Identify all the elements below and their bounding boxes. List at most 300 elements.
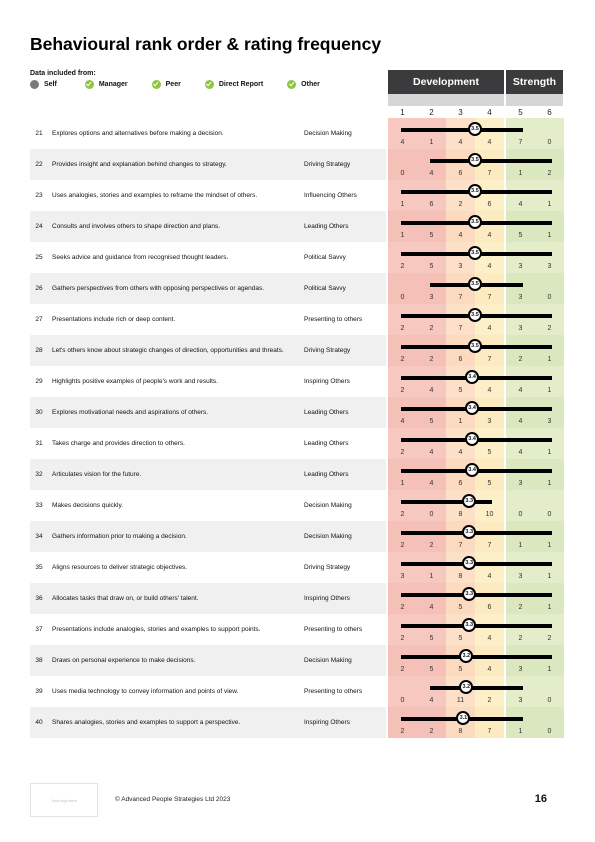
rating-count: 7 — [487, 728, 492, 735]
table-row — [30, 180, 563, 211]
rating-count: 4 — [487, 666, 492, 673]
table-row — [30, 521, 563, 552]
rating-count: 4 — [518, 418, 523, 425]
table-row — [30, 614, 563, 645]
rating-cell — [535, 583, 564, 614]
table-row — [30, 242, 563, 273]
rating-count: 2 — [429, 325, 434, 332]
behaviour-description: Articulates vision for the future. — [52, 470, 142, 478]
copyright: © Advanced People Strategies Ltd 2023 — [115, 796, 231, 803]
row-number: 35 — [35, 564, 43, 571]
rating-count: 5 — [458, 387, 463, 394]
rating-range-bar — [401, 500, 492, 504]
rating-grid — [388, 149, 563, 180]
rating-cell — [506, 149, 535, 180]
rating-count: 1 — [547, 480, 552, 487]
rating-count: 0 — [429, 511, 434, 518]
rating-cell — [417, 149, 446, 180]
rating-count: 0 — [547, 697, 552, 704]
behaviour-description: Explores options and alternatives before making a decision. — [52, 129, 224, 137]
rating-cell — [475, 707, 504, 738]
rating-count: 1 — [429, 139, 434, 146]
average-score-marker: 3.5 — [468, 122, 482, 136]
rating-cell — [417, 180, 446, 211]
rating-count: 3 — [400, 573, 405, 580]
rating-cell — [535, 149, 564, 180]
behaviour-description: Explores motivational needs and aspirations of others. — [52, 408, 209, 416]
table-row — [30, 645, 563, 676]
rating-count: 4 — [458, 139, 463, 146]
rating-count: 2 — [518, 356, 523, 363]
rating-cell — [475, 366, 504, 397]
rating-count: 2 — [400, 604, 405, 611]
behaviour-category: Inspiring Others — [304, 595, 350, 602]
rating-cell — [388, 366, 417, 397]
rating-count: 7 — [487, 170, 492, 177]
development-subheader — [388, 94, 504, 106]
rating-cell — [417, 707, 446, 738]
row-number: 40 — [35, 719, 43, 726]
rating-count: 2 — [400, 449, 405, 456]
rating-cell — [535, 707, 564, 738]
behaviour-description: Uses media technology to convey information and points of view. — [52, 687, 239, 695]
average-score-marker: 3.3 — [462, 556, 476, 570]
rating-count: 2 — [400, 542, 405, 549]
rating-count: 5 — [429, 232, 434, 239]
legend-label: Other — [301, 81, 320, 88]
table-row — [30, 366, 563, 397]
rating-count: 4 — [429, 697, 434, 704]
rating-cell — [417, 614, 446, 645]
rating-cell — [506, 707, 535, 738]
behaviour-category: Presenting to others — [304, 316, 363, 323]
rating-cell — [417, 645, 446, 676]
rating-cell — [535, 490, 564, 521]
rating-count: 1 — [400, 201, 405, 208]
rating-count: 4 — [487, 387, 492, 394]
rating-grid — [388, 521, 563, 552]
rating-cell — [388, 211, 417, 242]
rating-count: 4 — [429, 604, 434, 611]
rating-grid — [388, 552, 563, 583]
rating-count: 3 — [518, 263, 523, 270]
average-score-marker: 3.5 — [468, 339, 482, 353]
rating-count: 4 — [429, 480, 434, 487]
rating-count: 1 — [547, 542, 552, 549]
rating-count: 0 — [400, 294, 405, 301]
row-number: 33 — [35, 502, 43, 509]
green-check-icon — [85, 80, 94, 89]
rating-count: 1 — [547, 573, 552, 580]
rating-cell — [388, 304, 417, 335]
rating-cell — [388, 552, 417, 583]
green-check-icon — [205, 80, 214, 89]
average-score-marker: 3.1 — [456, 711, 470, 725]
rating-count: 1 — [547, 449, 552, 456]
behaviour-category: Driving Strategy — [304, 347, 351, 354]
rating-count: 0 — [518, 511, 523, 518]
rating-cell — [506, 273, 535, 304]
average-score-marker: 3.5 — [468, 184, 482, 198]
row-number: 38 — [35, 657, 43, 664]
rating-cell — [388, 645, 417, 676]
rating-count: 7 — [487, 294, 492, 301]
behaviour-description: Seeks advice and guidance from recognised thought leaders. — [52, 253, 229, 261]
green-check-icon — [287, 80, 296, 89]
average-score-marker: 3.2 — [459, 680, 473, 694]
row-number: 37 — [35, 626, 43, 633]
behaviour-description: Gathers information prior to making a decision. — [52, 532, 187, 540]
behaviour-category: Decision Making — [304, 130, 352, 137]
legend-label: Direct Report — [218, 81, 264, 88]
rating-count: 6 — [458, 356, 463, 363]
rating-count: 5 — [429, 635, 434, 642]
rating-scale — [388, 108, 563, 118]
rating-count: 4 — [487, 139, 492, 146]
row-number: 30 — [35, 409, 43, 416]
table-row — [30, 552, 563, 583]
rating-count: 6 — [487, 604, 492, 611]
rating-cell — [417, 552, 446, 583]
rating-range-bar — [401, 128, 523, 132]
behaviour-category: Political Savvy — [304, 254, 346, 261]
rating-count: 1 — [547, 356, 552, 363]
average-score-marker: 3.3 — [462, 618, 476, 632]
rating-count: 2 — [400, 728, 405, 735]
behaviour-category: Inspiring Others — [304, 719, 350, 726]
rating-count: 0 — [547, 511, 552, 518]
logo-text: Your logo here — [51, 797, 77, 803]
rating-cell — [506, 645, 535, 676]
rating-range-bar — [430, 686, 523, 690]
rating-cell — [535, 211, 564, 242]
behaviour-category: Influencing Others — [304, 192, 357, 199]
rating-grid — [388, 180, 563, 211]
rating-count: 2 — [518, 635, 523, 642]
rating-cell — [417, 118, 446, 149]
behaviour-category: Leading Others — [304, 409, 349, 416]
rating-count: 8 — [458, 573, 463, 580]
rating-cell — [417, 428, 446, 459]
behaviour-description: Draws on personal experience to make decisions. — [52, 656, 196, 664]
average-score-marker: 3.5 — [468, 277, 482, 291]
rating-count: 7 — [487, 356, 492, 363]
page-number: 16 — [534, 793, 547, 805]
average-score-marker: 3.5 — [468, 215, 482, 229]
rating-grid — [388, 490, 563, 521]
rating-cell — [417, 459, 446, 490]
rating-count: 2 — [429, 728, 434, 735]
table-row — [30, 304, 563, 335]
rating-count: 2 — [400, 325, 405, 332]
rating-cell — [535, 676, 564, 707]
rating-range-bar — [401, 655, 552, 659]
rating-cell — [388, 180, 417, 211]
behaviour-description: Shares analogies, stories and examples to support a perspective. — [52, 718, 241, 726]
rating-cell — [535, 180, 564, 211]
rating-count: 6 — [429, 201, 434, 208]
average-score-marker: 3.4 — [465, 432, 479, 446]
rating-cell — [417, 211, 446, 242]
rating-count: 2 — [547, 635, 552, 642]
development-header — [388, 70, 504, 94]
rating-count: 2 — [458, 201, 463, 208]
rating-count: 3 — [518, 325, 523, 332]
legend-title: Data included from: — [30, 70, 96, 77]
rating-count: 4 — [429, 449, 434, 456]
rating-cell — [417, 304, 446, 335]
rating-cell — [417, 397, 446, 428]
table-row — [30, 397, 563, 428]
rating-cell — [506, 614, 535, 645]
rating-cell — [388, 118, 417, 149]
rating-count: 7 — [487, 542, 492, 549]
rating-cell — [475, 521, 504, 552]
rating-count: 4 — [429, 170, 434, 177]
rating-count: 5 — [429, 263, 434, 270]
rating-cell — [506, 335, 535, 366]
rating-cell — [506, 583, 535, 614]
rating-count: 8 — [458, 728, 463, 735]
rating-count: 0 — [547, 139, 552, 146]
rating-cell — [475, 676, 504, 707]
row-number: 22 — [35, 161, 43, 168]
rating-grid — [388, 645, 563, 676]
behaviour-description: Consults and involves others to shape direction and plans. — [52, 222, 221, 230]
rating-count: 5 — [458, 666, 463, 673]
average-score-marker: 3.4 — [465, 370, 479, 384]
rating-grid — [388, 676, 563, 707]
table-row — [30, 459, 563, 490]
table-row — [30, 490, 563, 521]
rating-cell — [535, 304, 564, 335]
rating-count: 1 — [547, 666, 552, 673]
strength-header — [506, 70, 563, 94]
rating-cell — [535, 242, 564, 273]
table-row — [30, 335, 563, 366]
grey-dot-icon — [30, 80, 39, 89]
rating-cell — [506, 366, 535, 397]
rating-cell — [388, 428, 417, 459]
behaviour-category: Presenting to others — [304, 688, 363, 695]
behaviour-description: Makes decisions quickly. — [52, 501, 124, 509]
rating-cell — [535, 273, 564, 304]
rating-cell — [506, 211, 535, 242]
rating-cell — [506, 521, 535, 552]
row-number: 34 — [35, 533, 43, 540]
rating-cell — [388, 273, 417, 304]
rating-cell — [535, 428, 564, 459]
rating-count: 2 — [400, 263, 405, 270]
rating-count: 6 — [458, 480, 463, 487]
rating-grid — [388, 459, 563, 490]
rating-count: 5 — [429, 666, 434, 673]
behaviour-category: Political Savvy — [304, 285, 346, 292]
average-score-marker: 3.4 — [465, 463, 479, 477]
table-row — [30, 583, 563, 614]
behaviour-category: Leading Others — [304, 223, 349, 230]
rating-cell — [506, 180, 535, 211]
rating-cell — [388, 490, 417, 521]
behaviour-description: Allocates tasks that draw on, or build others' talent. — [52, 594, 199, 602]
legend-item — [30, 80, 57, 89]
rating-cell — [388, 242, 417, 273]
rating-cell — [388, 521, 417, 552]
rating-count: 4 — [458, 449, 463, 456]
scale-number: 6 — [547, 108, 552, 117]
rating-count: 1 — [458, 418, 463, 425]
rating-count: 3 — [487, 418, 492, 425]
logo-placeholder — [30, 783, 98, 817]
rating-cell — [388, 614, 417, 645]
rating-count: 2 — [547, 325, 552, 332]
rating-count: 0 — [547, 728, 552, 735]
rating-cell — [535, 397, 564, 428]
behaviour-category: Inspiring Others — [304, 378, 350, 385]
green-check-icon — [152, 80, 161, 89]
average-score-marker: 3.5 — [468, 153, 482, 167]
rating-count: 0 — [400, 697, 405, 704]
row-number: 29 — [35, 378, 43, 385]
rating-count: 4 — [400, 418, 405, 425]
rating-count: 5 — [429, 418, 434, 425]
row-number: 27 — [35, 316, 43, 323]
rating-count: 3 — [518, 697, 523, 704]
rating-grid — [388, 614, 563, 645]
rating-count: 1 — [547, 232, 552, 239]
development-label: Development — [413, 76, 479, 88]
table-row — [30, 273, 563, 304]
rating-count: 1 — [547, 201, 552, 208]
rating-count: 4 — [518, 449, 523, 456]
behaviour-category: Driving Strategy — [304, 161, 351, 168]
table-row — [30, 428, 563, 459]
rating-cell — [475, 459, 504, 490]
rating-cell — [475, 645, 504, 676]
rating-count: 2 — [429, 542, 434, 549]
rating-count: 5 — [518, 232, 523, 239]
rating-cell — [506, 242, 535, 273]
legend-item — [287, 80, 320, 89]
rating-count: 10 — [485, 511, 494, 518]
rating-count: 7 — [458, 294, 463, 301]
rating-cell — [388, 459, 417, 490]
rating-grid — [388, 366, 563, 397]
behaviour-category: Decision Making — [304, 657, 352, 664]
rating-cell — [417, 676, 446, 707]
legend-label: Manager — [98, 81, 128, 88]
rating-cell — [535, 366, 564, 397]
rating-cell — [535, 521, 564, 552]
rating-grid — [388, 428, 563, 459]
rating-count: 3 — [518, 666, 523, 673]
legend-label: Peer — [165, 81, 181, 88]
rating-count: 1 — [429, 573, 434, 580]
rating-grid — [388, 397, 563, 428]
rating-cell — [475, 397, 504, 428]
rating-count: 3 — [429, 294, 434, 301]
behaviour-category: Decision Making — [304, 502, 352, 509]
rating-range-bar — [430, 159, 552, 163]
rating-count: 3 — [547, 418, 552, 425]
rating-count: 2 — [547, 170, 552, 177]
rating-cell — [417, 242, 446, 273]
scale-number: 5 — [518, 108, 523, 117]
row-number: 36 — [35, 595, 43, 602]
legend-label: Self — [44, 81, 57, 88]
table-row — [30, 149, 563, 180]
legend-item — [205, 80, 263, 89]
behaviour-description: Provides insight and explanation behind changes to strategy. — [52, 160, 227, 168]
rating-count: 7 — [518, 139, 523, 146]
average-score-marker: 3.3 — [462, 525, 476, 539]
behaviour-description: Aligns resources to deliver strategic objectives. — [52, 563, 188, 571]
rating-count: 1 — [518, 728, 523, 735]
rating-cell — [388, 335, 417, 366]
rating-count: 2 — [400, 387, 405, 394]
row-number: 25 — [35, 254, 43, 261]
rating-count: 11 — [456, 697, 465, 704]
rating-count: 4 — [487, 635, 492, 642]
scale-number: 4 — [487, 108, 492, 117]
behaviour-description: Presentations include analogies, stories and examples to support points. — [52, 625, 261, 633]
rating-cell — [417, 335, 446, 366]
rating-count: 4 — [400, 139, 405, 146]
average-score-marker: 3.3 — [462, 587, 476, 601]
legend-items — [30, 80, 344, 89]
rating-grid — [388, 707, 563, 738]
rating-cell — [388, 149, 417, 180]
rating-count: 2 — [487, 697, 492, 704]
behaviour-category: Leading Others — [304, 471, 349, 478]
scale-number: 1 — [400, 108, 405, 117]
table-row — [30, 707, 563, 738]
rating-count: 1 — [518, 542, 523, 549]
behaviour-category: Driving Strategy — [304, 564, 351, 571]
rating-count: 3 — [547, 263, 552, 270]
rating-cell — [506, 428, 535, 459]
strength-label: Strength — [512, 76, 557, 88]
rating-cell — [506, 397, 535, 428]
rating-count: 4 — [518, 201, 523, 208]
row-number: 28 — [35, 347, 43, 354]
rating-cell — [506, 304, 535, 335]
scale-number: 3 — [458, 108, 463, 117]
legend-item — [85, 80, 128, 89]
rating-cell — [388, 397, 417, 428]
rating-count: 5 — [487, 480, 492, 487]
table-row — [30, 118, 563, 149]
behaviour-description: Gathers perspectives from others with opposing perspectives or agendas. — [52, 284, 265, 292]
rating-grid — [388, 304, 563, 335]
rating-count: 1 — [400, 232, 405, 239]
rating-cell — [535, 614, 564, 645]
rating-count: 4 — [487, 232, 492, 239]
behaviour-table — [30, 118, 563, 738]
rating-count: 4 — [429, 387, 434, 394]
rating-count: 0 — [547, 294, 552, 301]
rating-cell — [475, 552, 504, 583]
rating-count: 5 — [458, 604, 463, 611]
rating-cell — [506, 459, 535, 490]
behaviour-description: Highlights positive examples of people's work and results. — [52, 377, 218, 385]
average-score-marker: 3.2 — [459, 649, 473, 663]
rating-count: 3 — [518, 480, 523, 487]
average-score-marker: 3.5 — [468, 246, 482, 260]
rating-count: 1 — [518, 170, 523, 177]
behaviour-category: Decision Making — [304, 533, 352, 540]
rating-cell — [535, 335, 564, 366]
